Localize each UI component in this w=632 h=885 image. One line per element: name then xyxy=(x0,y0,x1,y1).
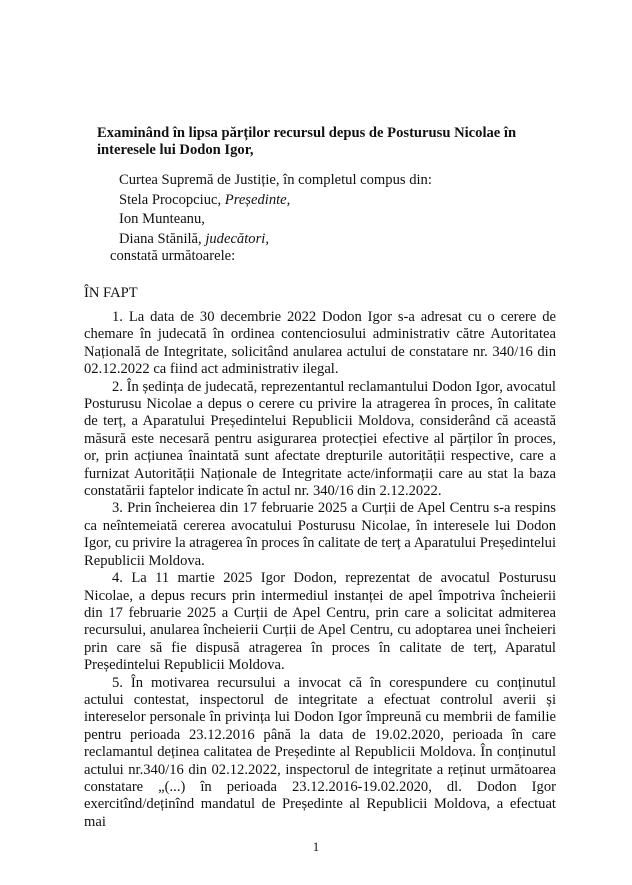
court-composition xyxy=(119,172,539,250)
paragraph-3: 3. Prin încheierea din 17 februarie 2025 a Curții de Apel Centru s-a respins ca neîntemeiată cererea avocatului Posturusu Nicolae, în interesele lui Dodon Igor, cu privire la atragerea în proces în calitate de terț a Aparatului Președintelui Republicii Moldova. xyxy=(84,500,556,569)
paragraph-4: 4. La 11 martie 2025 Igor Dodon, reprezentat de avocatul Posturusu Nicolae, a depus recurs prin intermediul instanței de apel împotriva încheierii din 17 februarie 2025 a Curții de Apel Centru, prin care a solicitat admiterea recursului, anularea încheierii Curții de Apel Centru, cu adoptarea unei încheieri prin care să fie dispusă atragerea în proces în calitate de terț, Aparatul Președintelui Republicii Moldova. xyxy=(84,570,556,674)
judge-name: Diana Stănilă, xyxy=(119,230,206,247)
paragraph-1: 1. La data de 30 decembrie 2022 Dodon Igor s-a adresat cu o cerere de chemare în judecată în ordinea contenciosului administrativ către Autoritatea Națională de Integritate, solicitând anularea actului de constatare nr. 340/16 din 02.12.2022 ca fiind act administrativ ilegal. xyxy=(84,309,556,378)
constata-line: constată următoarele: xyxy=(110,248,236,264)
heading-line-1: Examinând în lipsa părților recursul depus de Posturusu Nicolae în xyxy=(97,125,517,141)
paragraph-2: 2. În ședința de judecată, reprezentantul reclamantului Dodon Igor, avocatul Posturusu Nicolae a depus o cerere cu privire la atragerea în proces, în calitate de terț, a Aparatului Președintelui Republicii Moldova, considerând că această măsură este necesară pentru asigurarea protecției efective al părților în proces, or, prin acțiunea înaintată sunt afectate drepturile autorității respective, care a furnizat Autorității Naționale de Integritate acte/informații care au stat la baza constatării faptelor indicate în actul nr. 340/16 din 2.12.2022. xyxy=(84,378,556,500)
heading-line-2: interesele lui Dodon Igor, xyxy=(97,142,254,159)
paragraph-5: 5. În motivarea recursului a invocat că în corespundere cu conținutul actului contestat, inspectorul de integritate a efectuat controlul averii și intereselor personale în privința lui Dodon Igor împreună cu membrii de familie pentru perioada 23.12.2016 până la data de 19.02.2020, perioada în care reclamantul deținea calitatea de Președinte al Republicii Moldova. În conținutul actului nr.340/16 din 02.12.2022, inspectorul de integritate a reținut următoarea constatare „(...) în perioada 23.12.2016-19.02.2020, dl. Dodon Igor exercitînd/deținînd mandatul de Președinte al Republicii Moldova, a efectuat mai xyxy=(84,674,556,830)
judge-name: Ion Munteanu, xyxy=(119,211,205,227)
document-body xyxy=(84,309,556,831)
judge-name: Stela Procopciuc, xyxy=(119,191,225,208)
judge-line-1 xyxy=(119,192,539,212)
section-title: ÎN FAPT xyxy=(84,285,138,301)
judge-role: judecători, xyxy=(205,230,269,247)
court-intro: Curtea Supremă de Justiție, în completul compus din: xyxy=(119,172,432,188)
document-heading xyxy=(97,125,537,160)
page-number: 1 xyxy=(312,839,320,854)
judge-role: Președinte, xyxy=(224,191,291,208)
judge-line-2 xyxy=(119,211,539,231)
